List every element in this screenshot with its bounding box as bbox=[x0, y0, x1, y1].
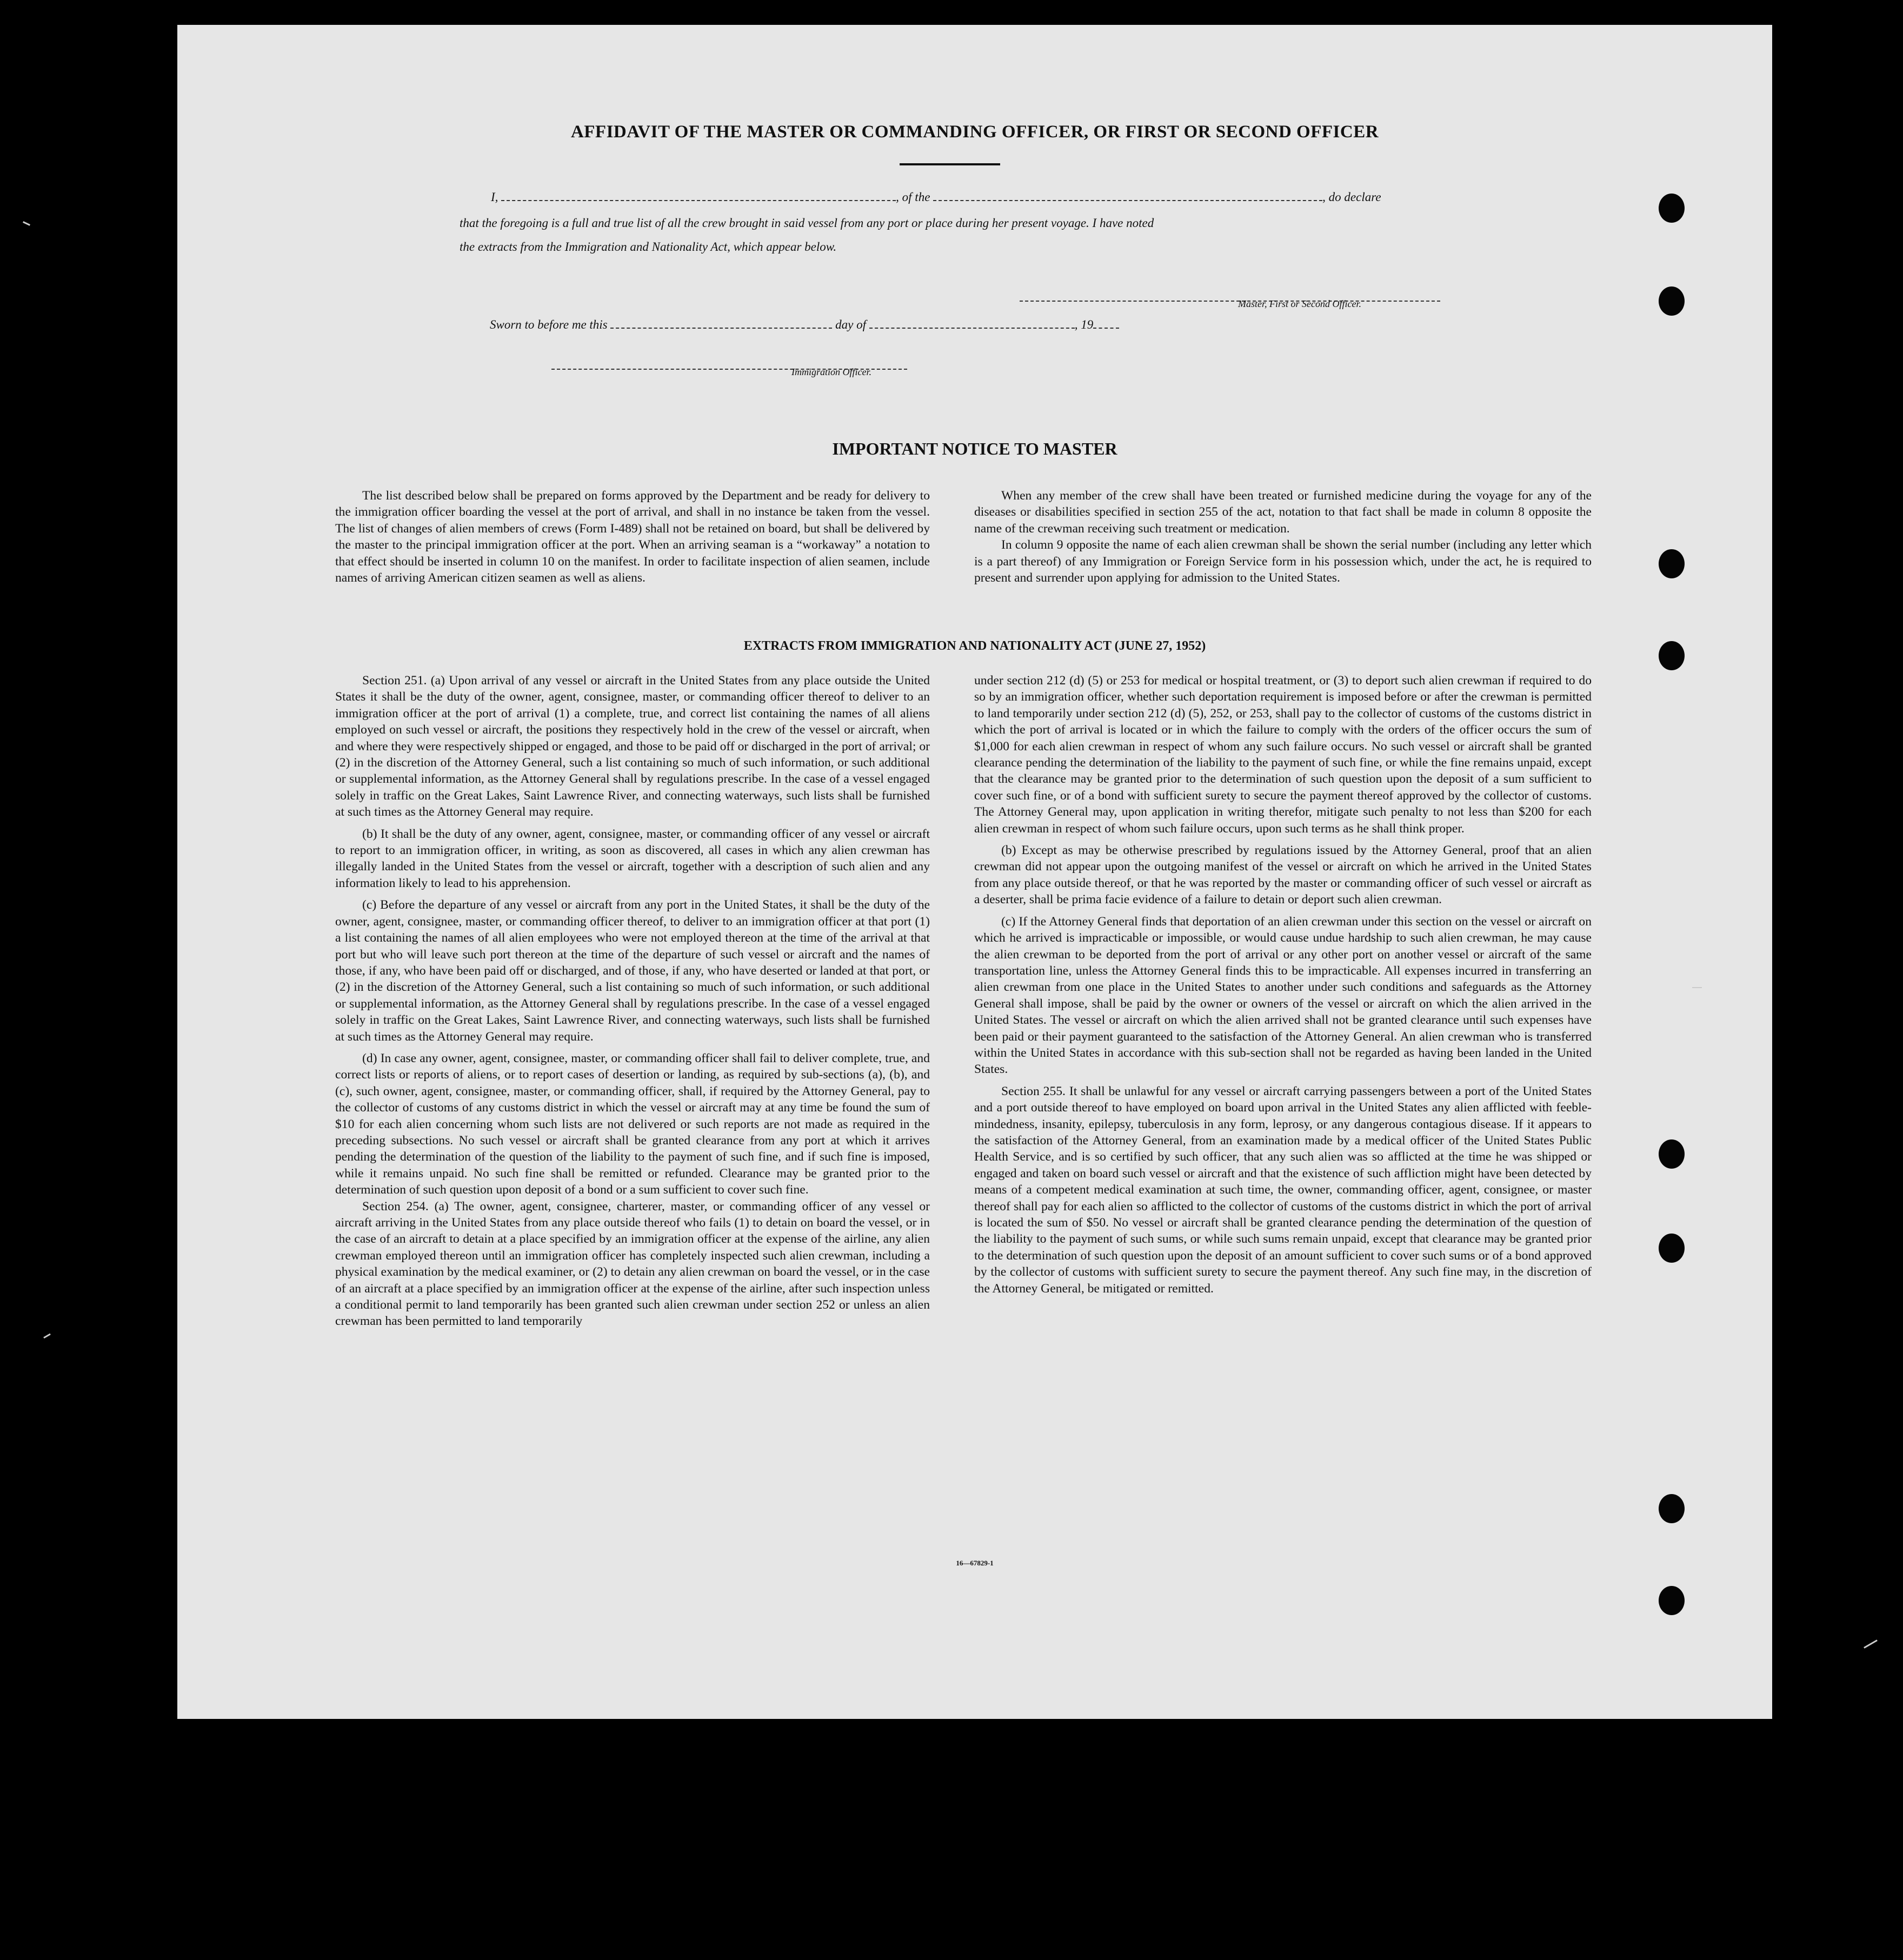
scan-speck bbox=[1864, 1639, 1878, 1649]
vessel-field[interactable] bbox=[933, 190, 1322, 201]
sworn-month-field[interactable] bbox=[869, 318, 1075, 329]
i-label: I, bbox=[491, 190, 498, 204]
of-the-label: , of the bbox=[896, 190, 930, 204]
punch-hole bbox=[1659, 194, 1685, 223]
section-254a-continued: under section 212 (d) (5) or 253 for medical or hospital treatment, or (3) to deport such alien crewman if required to do so by an immigration officer, whether such deportation requirement is imposed before or after the crewman is permitted to land temporarily under section 212 (d) (5), 252, or 253, shall pay to the collector of customs of the customs district in which the port of arrival is located or in which the failure to comply with the orders of the officer occurs the sum of $1,000 for each alien crewman in respect of whom any such failure occurs. No such vessel or aircraft shall be granted clearance pending the determination of the liability to the payment of such fine, or while the fine remains unpaid, except that the clearance may be granted prior to the determination of such question upon the deposit of a sum sufficient to cover such fine, or of a bond with sufficient surety to secure the payment thereof approved by the collector of customs. The Attorney General may, upon application in writing therefor, mitigate such penalty to not less than $200 for each alien crewman in respect of whom such failure occurs, upon such terms as he shall think proper. bbox=[974, 674, 1592, 836]
section-254a: Section 254. (a) The owner, agent, consignee, charterer, master, or commanding officer of any vessel or aircraft arriving in the United States from any place outside thereof who fails (1) to detain on board the vessel, or in the case of an aircraft to detain at a place specified by an immigration officer at the expense of the airline, any alien crewman employed thereon until an immigration officer has completely inspected such alien crewman, including a physical examination by the medical examiner, or (2) to detain any alien crewman on board the vessel, or in the case of an aircraft at a place specified by an immigration officer at the expense of the airline, after such inspection unless a conditional permit to land temporarily has been granted such alien crewman under section 252 or unless an alien crewman has been permitted to land temporarily bbox=[335, 1199, 930, 1329]
title-divider bbox=[900, 163, 1000, 165]
extracts-left-column bbox=[335, 672, 930, 1330]
statement-line-1: that the foregoing is a full and true list of all the crew brought in said vessel from any port or place during her present voyage. I have noted bbox=[460, 216, 1154, 230]
notice-left-paragraph: The list described below shall be prepared on forms approved by the Department and be ready for delivery to the immigration officer boarding the vessel at the port of arrival, and shall in no instance be taken from the vessel. The list of changes of alien members of crews (Form I-489) shall not be retained on board, but shall be delivered by the master to the principal immigration officer at the port. When an arriving seaman is a “workaway” a notation to that effect should be inserted in column 10 on the manifest. In order to facilitate inspection of alien seamen, include names of arriving American citizen seamen as well as aliens. bbox=[335, 489, 930, 585]
affidavit-declaration-line bbox=[491, 190, 1381, 204]
extracts-title: EXTRACTS FROM IMMIGRATION AND NATIONALITY ACT (JUNE 27, 1952) bbox=[743, 639, 1206, 653]
statement-line-2: the extracts from the Immigration and Nationality Act, which appear below. bbox=[460, 240, 837, 254]
section-254c: (c) If the Attorney General finds that deportation of an alien crewman under this section on the vessel or aircraft on which he arrived is impracticable or impossible, or would cause undue hardship to such alien crewman, he may cause the alien crewman to be deported from the port of arrival or any other port on another vessel or aircraft of the same transportation line, unless the Attorney General finds this to be impracticable. All expenses incurred in transferring an alien crewman from one place in the United States to another under such conditions and safeguards as the Attorney General shall impose, shall be paid by the owner or owners of the vessel or aircraft on which the alien arrived in the United States. The vessel or aircraft on which the alien arrived shall not be granted clearance until such expenses have been paid or their payment guaranteed to the satisfaction of the Attorney General. An alien crewman who is transferred within the United States in accordance with this sub-section shall not be regarded as having been landed in the United States. bbox=[974, 914, 1592, 1077]
master-label: Master, First or Second Officer. bbox=[1238, 298, 1361, 309]
notice-right-paragraph-1: When any member of the crew shall have been treated or furnished medicine during the voyage for any of the diseases or disabilities specified in section 255 of the act, notation to that fact shall be made in column 8 opposite the name of the crewman receiving such treatment or medication. bbox=[974, 489, 1592, 536]
notice-title: IMPORTANT NOTICE TO MASTER bbox=[832, 439, 1117, 458]
notice-left-column bbox=[335, 488, 930, 586]
scan-speck bbox=[23, 221, 30, 226]
punch-hole bbox=[1659, 1234, 1685, 1263]
punch-hole bbox=[1659, 549, 1685, 578]
section-255: Section 255. It shall be unlawful for any vessel or aircraft carrying passengers between a port of the United States and a port outside thereof to have employed on board upon arrival in the United States any alien afflicted with feeble-mindedness, insanity, epilepsy, tuberculosis in any form, leprosy, or any dangerous contagious disease. If it appears to the satisfaction of the Attorney General, from an examination made by a medical officer of the United States Public Health Service, and is so certified by such officer, that any such alien was so afflicted at the time he was shipped or engaged and taken on board such vessel or aircraft and that the existence of such affliction might have been detected by means of a competent medical examination at such time, the owner, commanding officer, agent, consignee, or master thereof shall pay for each alien so afflicted to the collector of customs of the customs district in which the port of arrival is located the sum of $50. No vessel or aircraft shall be granted clearance pending the determination of the question of the liability to the payment of such sums, or while such sums remain unpaid, except that clearance may be granted prior to the determination of such question upon the deposit of an amount sufficient to cover such sums or of a bond approved by the collector of customs with sufficient surety to secure the payment thereof. Any such fine may, in the discretion of the Attorney General, be mitigated or remitted. bbox=[974, 1084, 1592, 1296]
do-declare-label: , do declare bbox=[1322, 190, 1381, 204]
scan-speck bbox=[43, 1334, 51, 1339]
immigration-officer-label: Immigration Officer. bbox=[791, 366, 871, 377]
sworn-year-field[interactable] bbox=[1093, 318, 1119, 329]
document-page bbox=[177, 25, 1772, 1719]
punch-hole bbox=[1659, 641, 1685, 670]
section-251c: (c) Before the departure of any vessel or aircraft from any port in the United States, it shall be the duty of the owner, agent, consignee, master, or commanding officer thereof, to deliver to an immigration officer at that port (1) a list containing the names of all alien employees who were not employed thereon at the time of the arrival at that port but who will leave such port thereon at the time of the departure of such vessel or aircraft and the names of those, if any, who have been paid off or discharged, and of those, if any, who have deserted or landed at that port, or (2) in the discretion of the Attorney General, such a list containing so much of such information, or such additional or supplemental information, as the Attorney General shall by regulations prescribe. In the case of a vessel engaged solely in traffic on the Great Lakes, Saint Lawrence River, and connecting waterways, such lists shall be furnished at such times as the Attorney General may require. bbox=[335, 898, 930, 1044]
name-field[interactable] bbox=[501, 190, 896, 201]
day-of-label: day of bbox=[835, 318, 866, 331]
extracts-right-column bbox=[974, 672, 1592, 1297]
section-251d: (d) In case any owner, agent, consignee, master, or commanding officer shall fail to deliver complete, true, and correct lists or reports of aliens, or to report cases of desertion or landing, as required by sub-sections (a), (b), and (c), such owner, agent, consignee, master, or commanding officer, shall, if required by the Attorney General, pay to the collector of customs of any customs district in which the vessel or aircraft may at any time be found the sum of $10 for each alien concerning whom such lists are not delivered or such reports are not made as required in the preceding subsections. No such vessel or aircraft shall be granted clearance from any port at which it arrives pending the determination of the question of the liability to the payment of such fine, and if such fine is imposed, while it remains unpaid. No such fine shall be remitted or refunded. Clearance may be granted prior to the determination of such question upon deposit of a bond or a sum sufficient to cover such fine. bbox=[335, 1051, 930, 1197]
punch-hole bbox=[1659, 1586, 1685, 1615]
affidavit-title: AFFIDAVIT OF THE MASTER OR COMMANDING OFFICER, OR FIRST OR SECOND OFFICER bbox=[570, 122, 1379, 142]
section-251b: (b) It shall be the duty of any owner, agent, consignee, master, or commanding officer of any vessel or aircraft to report to an immigration officer, in writing, as soon as discovered, all cases in which any alien crewman has illegally landed in the United States from the vessel or aircraft, together with a description of such alien and any information likely to lead to his apprehension. bbox=[335, 826, 930, 890]
section-251a: Section 251. (a) Upon arrival of any vessel or aircraft in the United States from any place outside the United States it shall be the duty of the owner, agent, consignee, master, or commanding officer thereof to deliver to an immigration officer at the port of arrival (1) a complete, true, and correct list containing the names of all aliens employed on such vessel or aircraft, the positions they respectively hold in the crew of the vessel or aircraft, when and where they were respectively shipped or engaged, and those to be paid off or discharged in the port of arrival; or (2) in the discretion of the Attorney General, such a list containing so much of such information, or such additional or supplemental information, as the Attorney General shall by regulations prescribe. In the case of a vessel engaged solely in traffic on the Great Lakes, Saint Lawrence River, and connecting waterways, such lists shall be furnished at such times as the Attorney General may require. bbox=[335, 674, 930, 819]
notice-right-column bbox=[974, 488, 1592, 586]
sworn-line bbox=[490, 318, 1119, 332]
notice-right-paragraph-2: In column 9 opposite the name of each alien crewman shall be shown the serial number (including any letter which is a part thereof) of any Immigration or Foreign Service form in his possession which, under the act, he is required to present and surrender upon applying for admission to the United States. bbox=[974, 538, 1592, 585]
section-254b: (b) Except as may be otherwise prescribed by regulations issued by the Attorney General, proof that an alien crewman did not appear upon the outgoing manifest of the vessel or aircraft on which he arrived in the United States from any place outside thereof, or that he was reported by the master or commanding officer of such vessel or aircraft as a deserter, shall be prima facie evidence of a failure to detain or deport such alien crewman. bbox=[974, 843, 1592, 907]
year-label: , 19 bbox=[1074, 318, 1094, 331]
scan-speck bbox=[1692, 987, 1702, 988]
form-number: 16—67829-1 bbox=[956, 1559, 994, 1567]
sworn-day-field[interactable] bbox=[610, 318, 832, 329]
master-signature-block bbox=[1020, 291, 1440, 302]
punch-hole bbox=[1659, 1494, 1685, 1523]
punch-hole bbox=[1659, 1139, 1685, 1169]
master-signature-field[interactable] bbox=[1020, 291, 1440, 302]
sworn-label: Sworn to before me this bbox=[490, 318, 608, 331]
punch-hole bbox=[1659, 286, 1685, 316]
